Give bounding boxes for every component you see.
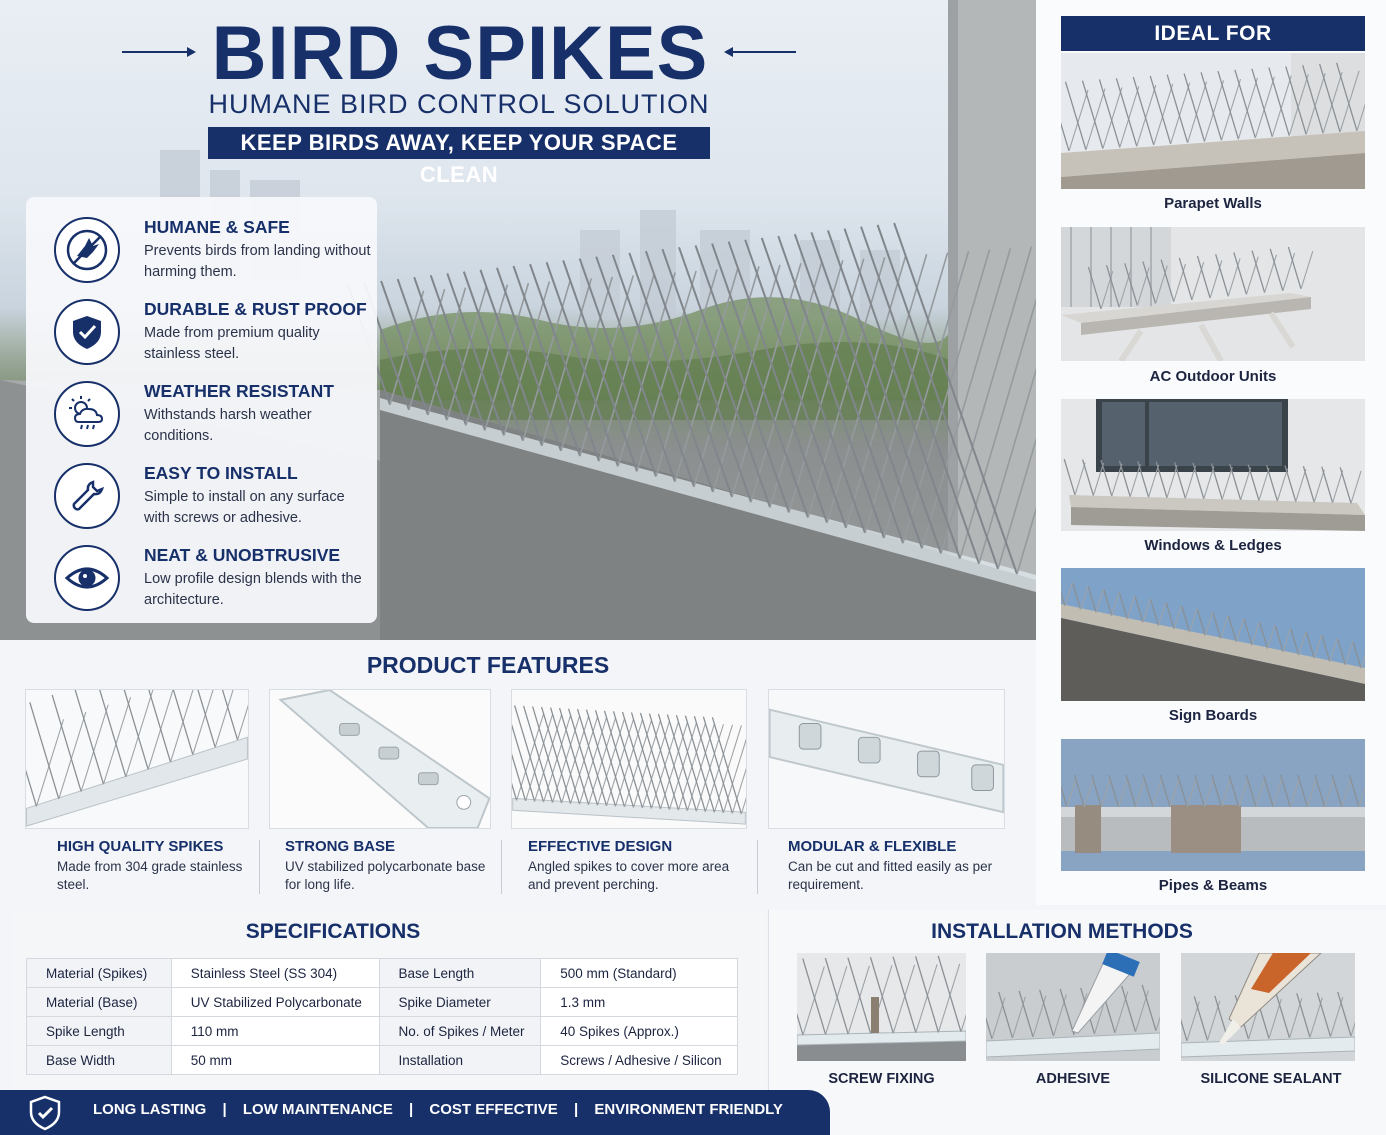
effective-design-image [511, 689, 747, 829]
no-bird-icon [54, 217, 120, 283]
feature-title: EFFECTIVE DESIGN [528, 838, 673, 855]
feature-desc: Made from 304 grade stainless steel. [57, 859, 243, 892]
feature-divider [501, 840, 502, 894]
pipes-beams-image [1061, 739, 1365, 871]
windows-ledges-image [1061, 399, 1365, 531]
spec-key: Base Width [27, 1046, 172, 1075]
ideal-for-label: Windows & Ledges [1144, 537, 1282, 554]
footer-item: LOW MAINTENANCE [242, 1101, 393, 1118]
spec-value: 40 Spikes (Approx.) [541, 1017, 738, 1046]
wrench-icon [54, 463, 120, 529]
feature-title: STRONG BASE [285, 838, 396, 855]
screw-fixing-image [797, 953, 966, 1061]
benefit-title: HUMANE & SAFE [144, 217, 290, 237]
parapet-walls-image [1061, 53, 1365, 189]
page-title: BIRD SPIKES [211, 11, 709, 96]
benefit-desc: Simple to install on any surface with screws or adhesive. [144, 489, 345, 526]
specifications-table [26, 958, 738, 1075]
strong-base-image [269, 689, 491, 829]
table-row [27, 988, 738, 1017]
installation-method-label: SILICONE SEALANT [1200, 1071, 1342, 1087]
ideal-for-panel [1036, 0, 1386, 905]
ideal-for-label: Sign Boards [1168, 707, 1258, 724]
high-quality-spikes-image [25, 689, 249, 829]
spec-key: Spike Diameter [379, 988, 541, 1017]
adhesive-image [986, 953, 1160, 1061]
benefit-title: DURABLE & RUST PROOF [144, 299, 367, 319]
spec-value: Screws / Adhesive / Silicon [541, 1046, 738, 1075]
eye-icon [54, 545, 120, 611]
feature-desc: Can be cut and fitted easily as per requirement. [788, 859, 993, 892]
shield-check-icon [28, 1095, 62, 1131]
benefit-item [54, 541, 367, 623]
installation-method-label: ADHESIVE [1035, 1071, 1111, 1087]
spec-value: 1.3 mm [541, 988, 738, 1017]
ideal-for-label: Parapet Walls [1164, 195, 1262, 212]
spec-key: Installation [379, 1046, 541, 1075]
benefit-title: NEAT & UNOBTRUSIVE [144, 545, 341, 565]
spec-value: 110 mm [171, 1017, 379, 1046]
benefit-desc: Withstands harsh weather conditions. [144, 407, 312, 444]
silicone-sealant-image [1181, 953, 1355, 1061]
specifications-heading: SPECIFICATIONS [245, 920, 421, 943]
spec-value: 50 mm [171, 1046, 379, 1075]
table-row [27, 1017, 738, 1046]
spec-key: Spike Length [27, 1017, 172, 1046]
footer-item: ENVIRONMENT FRIENDLY [594, 1101, 783, 1118]
tagline-banner: KEEP BIRDS AWAY, KEEP YOUR SPACE CLEAN [208, 127, 710, 159]
feature-divider [757, 840, 758, 894]
installation-method-label: SCREW FIXING [828, 1071, 935, 1087]
feature-divider [259, 840, 260, 894]
footer-separator: | [573, 1101, 579, 1118]
page-subtitle: HUMANE BIRD CONTROL SOLUTION [208, 89, 710, 119]
product-features-heading: PRODUCT FEATURES [366, 652, 610, 678]
installation-heading: INSTALLATION METHODS [931, 920, 1193, 943]
footer-item: LONG LASTING [93, 1101, 207, 1118]
shield-check-icon [54, 299, 120, 365]
benefit-title: EASY TO INSTALL [144, 463, 298, 483]
benefit-desc: Made from premium quality stainless steel. [144, 325, 320, 362]
benefits-panel [26, 197, 377, 623]
feature-title: MODULAR & FLEXIBLE [788, 838, 957, 855]
modular-flexible-image [768, 689, 1005, 829]
ac-outdoor-units-image [1061, 227, 1365, 361]
footer-item: COST EFFECTIVE [429, 1101, 558, 1118]
sun-cloud-rain-icon [54, 381, 120, 447]
feature-title: HIGH QUALITY SPIKES [57, 838, 224, 855]
spec-key: No. of Spikes / Meter [379, 1017, 541, 1046]
hero-section [0, 0, 1036, 640]
table-row [27, 959, 738, 988]
benefit-item [54, 213, 371, 295]
benefit-desc: Low profile design blends with the architecture. [144, 571, 362, 608]
feature-desc: UV stabilized polycarbonate base for long life. [285, 859, 486, 892]
benefit-item [54, 459, 367, 541]
spec-value: Stainless Steel (SS 304) [171, 959, 379, 988]
spec-key: Base Length [379, 959, 541, 988]
ideal-for-heading: IDEAL FOR [1061, 16, 1365, 51]
benefit-item [54, 295, 367, 377]
feature-desc: Angled spikes to cover more area and prevent perching. [528, 859, 730, 892]
footer-separator: | [409, 1101, 414, 1118]
benefit-item [54, 377, 367, 459]
benefit-desc: Prevents birds from landing without harming them. [144, 243, 371, 280]
spec-value: 500 mm (Standard) [541, 959, 738, 988]
benefit-title: WEATHER RESISTANT [144, 381, 334, 401]
spec-key: Material (Base) [27, 988, 172, 1017]
spec-key: Material (Spikes) [27, 959, 172, 988]
ideal-for-label: Pipes & Beams [1158, 877, 1268, 894]
sign-boards-image [1061, 568, 1365, 701]
footer-banner [0, 1090, 830, 1135]
table-row [27, 1046, 738, 1075]
spec-value: UV Stabilized Polycarbonate [171, 988, 379, 1017]
footer-features [93, 1090, 783, 1130]
footer-separator: | [222, 1101, 227, 1118]
ideal-for-label: AC Outdoor Units [1149, 368, 1277, 385]
